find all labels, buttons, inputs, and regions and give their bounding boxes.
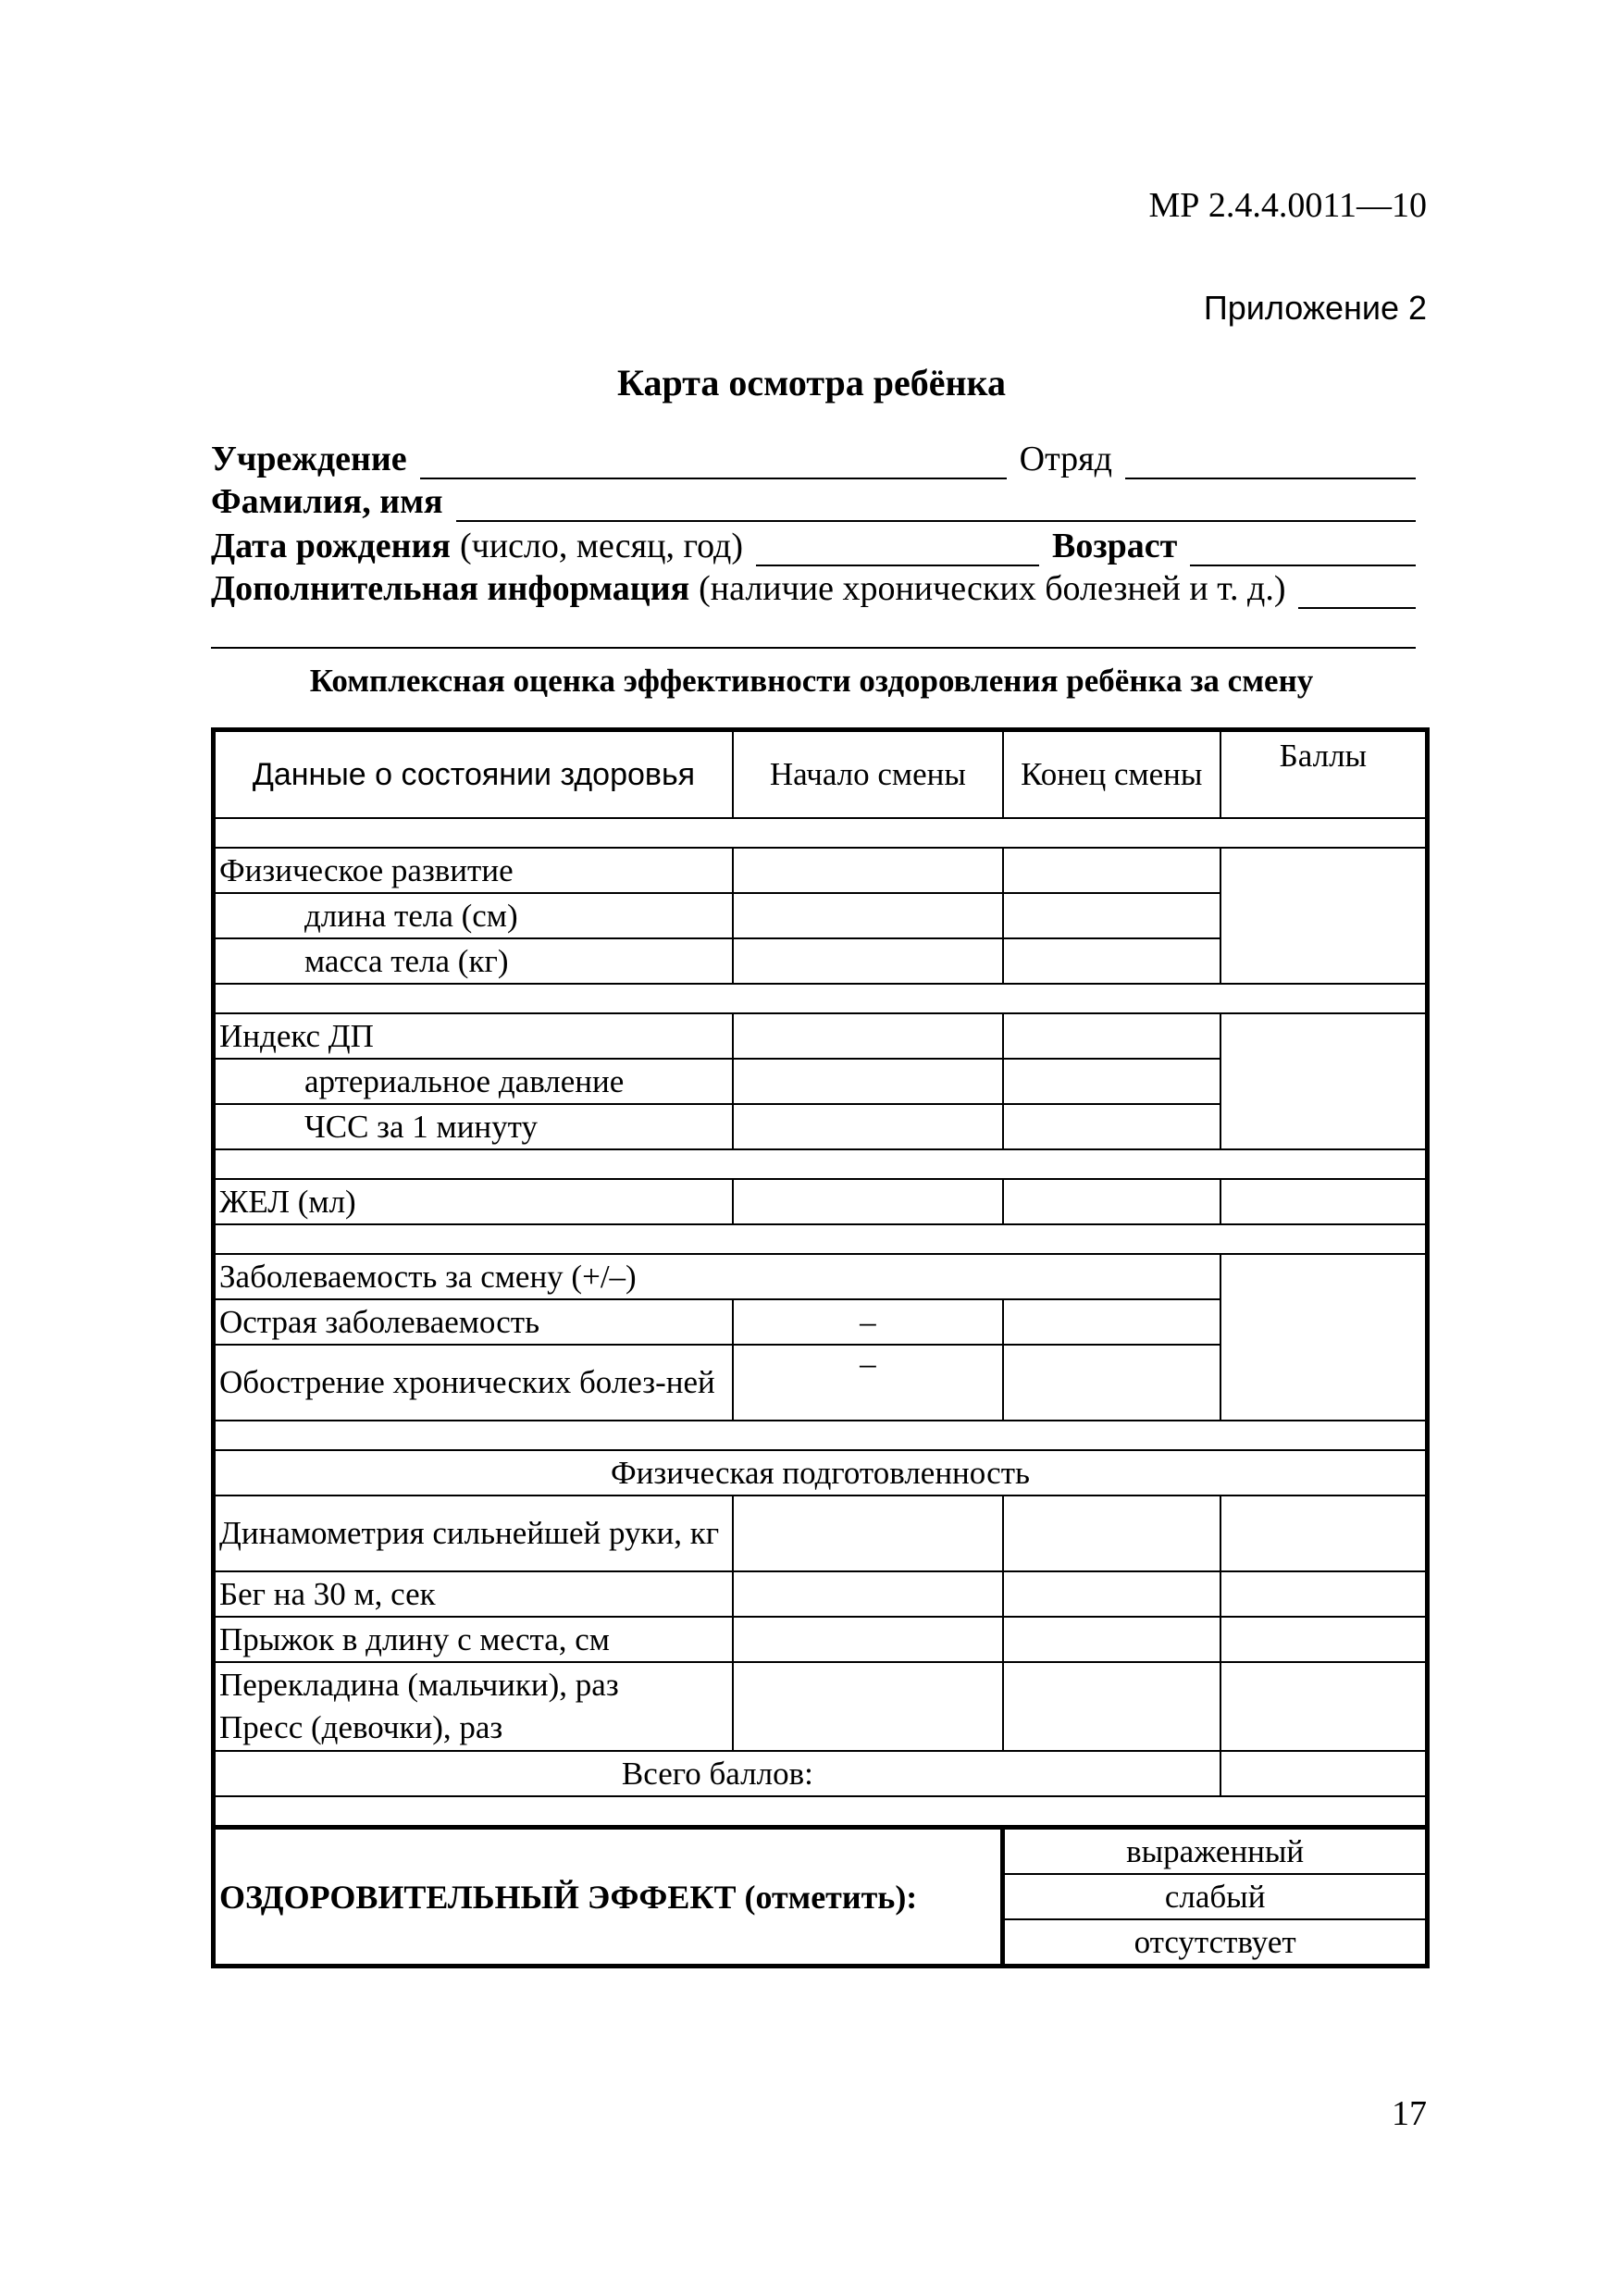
separator-row: [214, 1421, 1428, 1450]
heart-rate-label: ЧСС за 1 минуту: [214, 1104, 733, 1149]
fitness-header: Физическая подготовленность: [214, 1450, 1428, 1496]
institution-label: Учреждение: [211, 440, 407, 478]
cell-start[interactable]: [733, 1496, 1003, 1571]
header-shift-start: Начало смены: [733, 730, 1003, 819]
birth-line: [211, 522, 1416, 566]
acute-morbidity-label: Острая заболеваемость: [214, 1299, 733, 1345]
header-shift-end: Конец смены: [1003, 730, 1220, 819]
age-label: Возраст: [1051, 527, 1178, 565]
cell-start[interactable]: [733, 893, 1003, 938]
birth-label: Дата рождения: [211, 527, 451, 565]
institution-field[interactable]: [420, 446, 1007, 479]
separator-row: [214, 1149, 1428, 1179]
cell-end[interactable]: [1003, 1104, 1220, 1149]
appendix-label: Приложение 2: [1203, 289, 1427, 327]
total-points-cell[interactable]: [1220, 1751, 1428, 1796]
effect-row: [214, 1828, 1428, 1875]
cell-end[interactable]: [1003, 893, 1220, 938]
separator-row: [214, 1796, 1428, 1828]
cell-end[interactable]: [1003, 1059, 1220, 1104]
cell-end[interactable]: [1003, 938, 1220, 984]
page-number: 17: [1392, 2094, 1427, 2133]
cell-points[interactable]: [1220, 1662, 1428, 1751]
press-girls-label: Пресс (девочки), раз: [219, 1709, 503, 1745]
separator-row: [214, 818, 1428, 848]
morbidity-label: Заболеваемость за смену (+/–): [214, 1254, 1220, 1299]
health-assessment-table: [211, 727, 1430, 1968]
effect-option-absent[interactable]: отсутствует: [1003, 1919, 1428, 1967]
institution-line: [211, 435, 1416, 479]
table-row: [214, 1662, 1428, 1751]
squad-label: Отряд: [1019, 440, 1112, 478]
cell-start: –: [733, 1345, 1003, 1421]
cell-points[interactable]: [1220, 848, 1428, 984]
header-health-data: Данные о состоянии здоровья: [214, 730, 733, 819]
cell-start[interactable]: [733, 848, 1003, 893]
separator-row: [214, 984, 1428, 1013]
cell-end[interactable]: [1003, 1662, 1220, 1751]
birth-field[interactable]: [756, 533, 1039, 566]
blood-pressure-label: артериальное давление: [214, 1059, 733, 1104]
birth-hint: (число, месяц, год): [459, 527, 743, 565]
name-field[interactable]: [456, 489, 1416, 522]
cell-end[interactable]: [1003, 1496, 1220, 1571]
cell-end[interactable]: [1003, 1345, 1220, 1421]
cell-start[interactable]: [733, 1013, 1003, 1059]
cell-start[interactable]: [733, 1059, 1003, 1104]
effect-label-cell: [214, 1828, 1003, 1967]
cell-points[interactable]: [1220, 1571, 1428, 1617]
extra-info-hint: (наличие хронических болезней и т. д.): [699, 569, 1286, 608]
separator-row: [214, 1224, 1428, 1254]
cell-start[interactable]: [733, 1662, 1003, 1751]
document-code: МР 2.4.4.0011—10: [1148, 186, 1427, 225]
table-title: Комплексная оценка эффективности оздоровления ребёнка за смену: [309, 663, 1314, 699]
cell-start[interactable]: [733, 938, 1003, 984]
effect-label: ОЗДОРОВИТЕЛЬНЫЙ ЭФФЕКТ: [219, 1878, 737, 1916]
header-points: Баллы: [1220, 730, 1428, 819]
table-row: [214, 1571, 1428, 1617]
chronic-exacerbation-label: Обострение хронических болез-ней: [214, 1345, 733, 1421]
squad-field[interactable]: [1125, 446, 1416, 479]
dynamometry-label: Динамометрия сильнейшей руки, кг: [214, 1496, 733, 1571]
table-row: [214, 1013, 1428, 1059]
physical-development-label: Физическое развитие: [214, 848, 733, 893]
total-points-label: Всего баллов:: [214, 1751, 1220, 1796]
cell-start[interactable]: [733, 1617, 1003, 1662]
cell-end[interactable]: [1003, 1013, 1220, 1059]
pullup-boys-label: Перекладина (мальчики), раз: [219, 1667, 619, 1703]
table-row: [214, 1179, 1428, 1224]
cell-points[interactable]: [1220, 1617, 1428, 1662]
cell-end[interactable]: [1003, 1299, 1220, 1345]
dp-index-label: Индекс ДП: [214, 1013, 733, 1059]
long-jump-label: Прыжок в длину с места, см: [214, 1617, 733, 1662]
cell-points[interactable]: [1220, 1179, 1428, 1224]
table-row: [214, 1254, 1428, 1299]
table-header-row: [214, 730, 1428, 819]
pullup-press-label: [214, 1662, 733, 1751]
cell-points[interactable]: [1220, 1013, 1428, 1149]
extra-info-line: [211, 565, 1416, 609]
cell-start: –: [733, 1299, 1003, 1345]
page-title: Карта осмотра ребёнка: [617, 362, 1006, 403]
table-row: [214, 1496, 1428, 1571]
effect-hint: (отметить):: [744, 1878, 918, 1916]
effect-option-weak[interactable]: слабый: [1003, 1874, 1428, 1919]
cell-end[interactable]: [1003, 848, 1220, 893]
age-field[interactable]: [1190, 533, 1416, 566]
cell-start[interactable]: [733, 1104, 1003, 1149]
cell-end[interactable]: [1003, 1571, 1220, 1617]
vital-capacity-label: ЖЕЛ (мл): [214, 1179, 733, 1224]
body-mass-label: масса тела (кг): [214, 938, 733, 984]
extra-info-field[interactable]: [1298, 576, 1416, 609]
cell-points[interactable]: [1220, 1496, 1428, 1571]
table-row: [214, 1751, 1428, 1796]
table-row: [214, 1450, 1428, 1496]
body-length-label: длина тела (см): [214, 893, 733, 938]
extra-info-label: Дополнительная информация: [211, 569, 690, 608]
table-row: [214, 848, 1428, 893]
cell-end[interactable]: [1003, 1617, 1220, 1662]
extra-info-field-continued[interactable]: [211, 647, 1416, 649]
name-label: Фамилия, имя: [211, 482, 443, 521]
table-row: [214, 1617, 1428, 1662]
cell-end[interactable]: [1003, 1179, 1220, 1224]
cell-start[interactable]: [733, 1571, 1003, 1617]
cell-start[interactable]: [733, 1179, 1003, 1224]
run-30m-label: Бег на 30 м, сек: [214, 1571, 733, 1617]
name-line: [211, 478, 1416, 522]
effect-option-pronounced[interactable]: выраженный: [1003, 1828, 1428, 1875]
cell-points[interactable]: [1220, 1254, 1428, 1421]
